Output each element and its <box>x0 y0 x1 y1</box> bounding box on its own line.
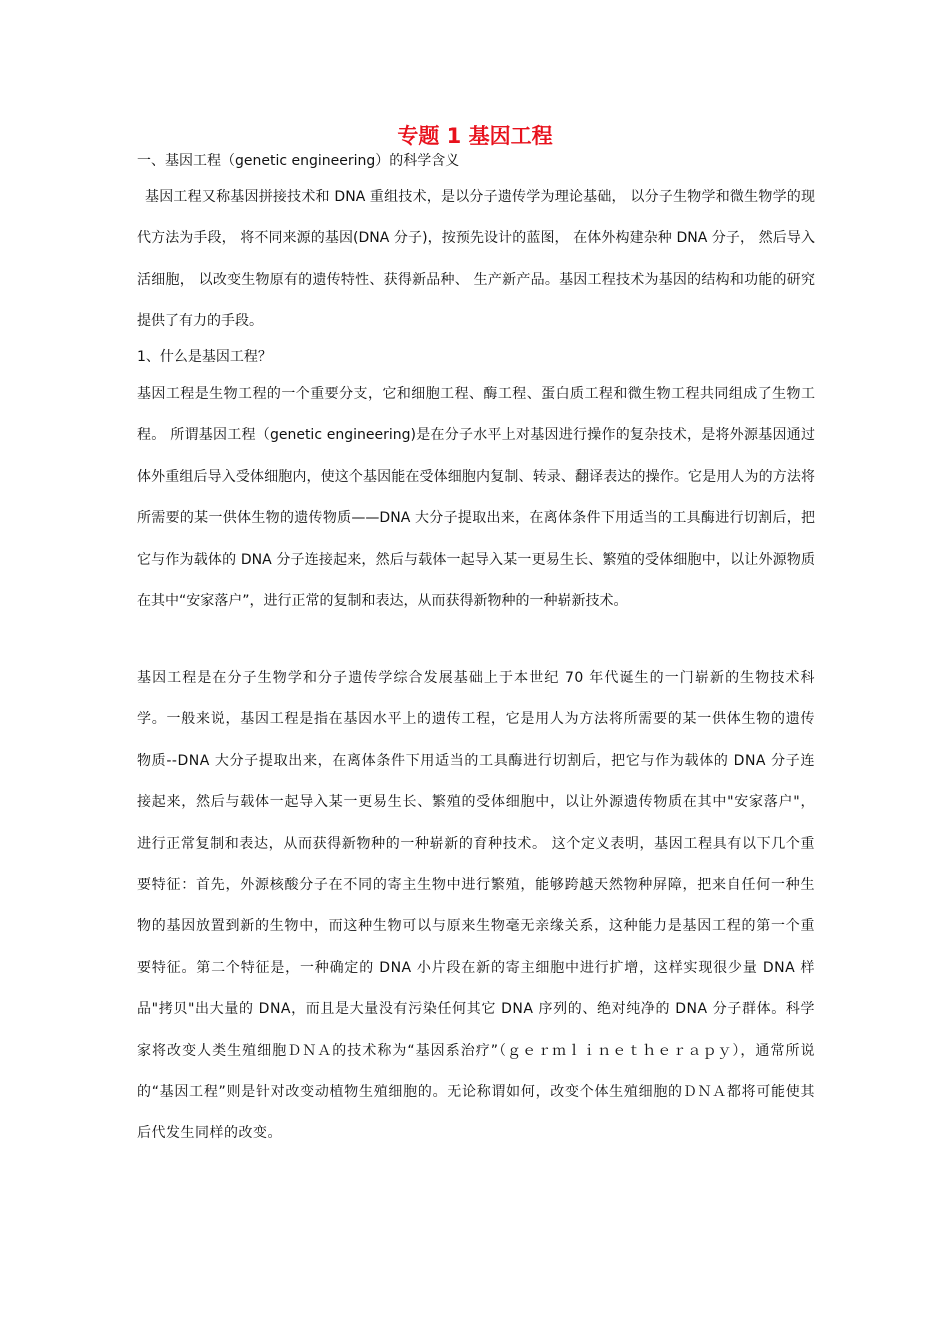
intro-paragraph: 基因工程又称基因拼接技术和 DNA 重组技术，是以分子遗传学为理论基础， 以分子生物学和微生物学的现代方法为手段， 将不同来源的基因(DNA 分子)，按预先设计的蓝图， 在体外构建杂种 DNA 分子， 然后导入活细胞， 以改变生物原有的遗传特性、获得新品种、 生产新产品。基因工程技术为基因的结构和功能的研究提供了有力的手段。 <box>137 189 815 330</box>
definition-paragraph-2: 基因工程是在分子生物学和分子遗传学综合发展基础上于本世纪 70 年代诞生的一门崭新的生物技术科学。一般来说，基因工程是指在基因水平上的遗传工程，它是用人为方法将所需要的某一供体生物的遗传物质--DNA 大分子提取出来，在离体条件下用适当的工具酶进行切割后，把它与作为载体的 DNA 分子连接起来，然后与载体一起导入某一更易生长、繁殖的受体细胞中，以让外源遗传物质在其中"安家落户"，进行正常复制和表达，从而获得新物种的一种崭新的育种技术。 这个定义表明，基因工程具有以下几个重要特征：首先，外源核酸分子在不同的寄主生物中进行繁殖，能够跨越天然物种屏障，把来自任何一种生物的基因放置到新的生物中，而这种生物可以与原来生物毫无亲缘关系，这种能力是基因工程的第一个重要特征。第二个特征是，一种确定的 DNA 小片段在新的寄主细胞中进行扩增，这样实现很少量 DNA 样品"拷贝"出大量的 DNA，而且是大量没有污染任何其它 DNA 序列的、绝对纯净的 DNA 分子群体。科学家将改变人类生殖细胞ＤＮＡ的技术称为“基因系治疗”（ｇｅｒｍｌｉｎｅｔｈｅｒａｐｙ），通常所说的“基因工程”则是针对改变动植物生殖细胞的。无论称谓如何，改变个体生殖细胞的ＤＮＡ都将可能使其后代发生同样的改变。 <box>137 670 815 1142</box>
definition-paragraph-1: 基因工程是生物工程的一个重要分支，它和细胞工程、酶工程、蛋白质工程和微生物工程共同组成了生物工程。 所谓基因工程（genetic engineering)是在分子水平上对基因进行操作的复杂技术，是将外源基因通过体外重组后导入受体细胞内，使这个基因能在受体细胞内复制、转录、翻译表达的操作。它是用人为的方法将所需要的某一供体生物的遗传物质——DNA 大分子提取出来，在离体条件下用适当的工具酶进行切割后，把它与作为载体的 DNA 分子连接起来，然后与载体一起导入某一更易生长、繁殖的受体细胞中，以让外源物质在其中“安家落户”，进行正常的复制和表达，从而获得新物种的一种崭新技术。 <box>137 386 815 610</box>
document-title: 专题 1 基因工程 <box>397 124 553 148</box>
section-heading: 一、基因工程（genetic engineering）的科学含义 <box>137 153 460 169</box>
question-heading: 1、什么是基因工程？ <box>137 349 272 365</box>
